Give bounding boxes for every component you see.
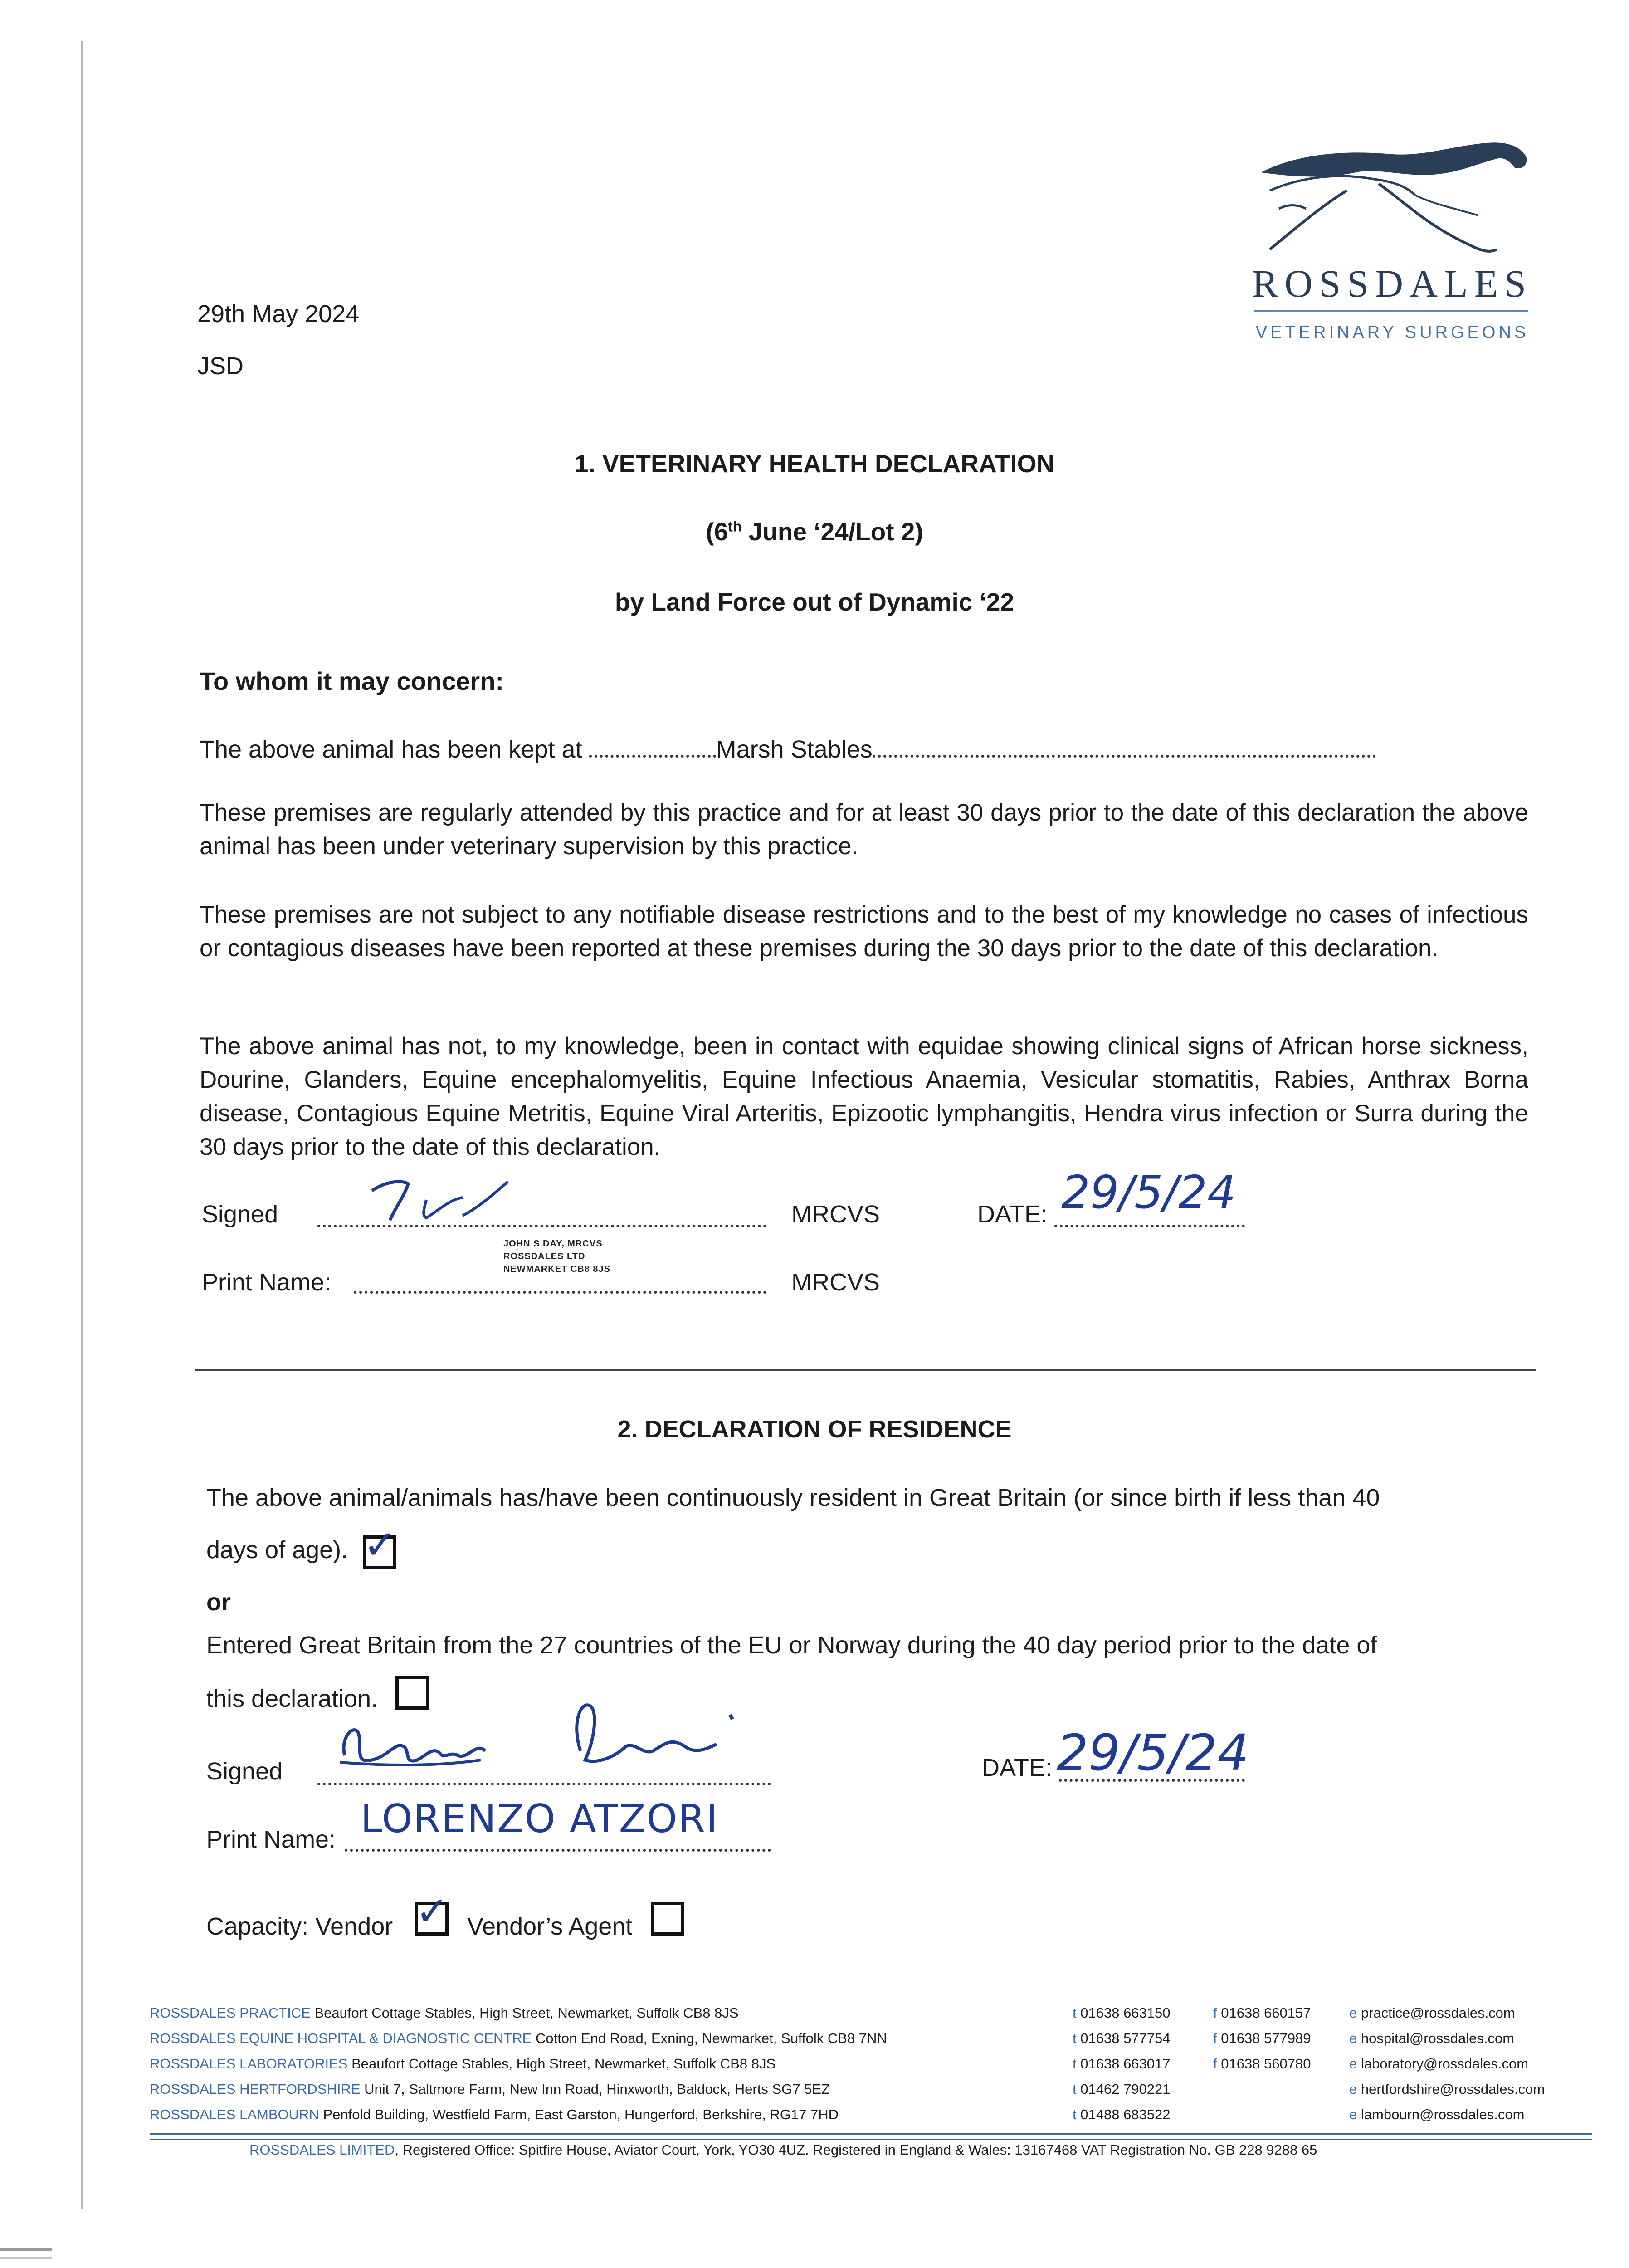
scan-edge-bottom-2 [0, 2257, 52, 2259]
sale-info-suffix: June ‘24/Lot 2) [741, 518, 923, 546]
footer-faxes [1213, 2000, 1311, 2077]
kept-at-value: Marsh Stables [716, 736, 873, 763]
footer-phones [1073, 2000, 1171, 2127]
sale-info-sup: th [728, 518, 742, 535]
capacity-vendor-checkbox[interactable]: ✓ [415, 1902, 449, 1936]
footer-row-hertfordshire [150, 2077, 887, 2102]
fax-prefix: f [1213, 2056, 1217, 2072]
kept-at-dots-right [873, 755, 1376, 758]
email-prefix: e [1349, 2056, 1357, 2072]
section1-mrcvs: MRCVS [791, 1201, 880, 1228]
footer-branch-address: Penfold Building, Westfield Farm, East Garston, Hungerford, Berkshire, RG17 7HD [323, 2107, 839, 2122]
footer-fax: 01638 660157 [1221, 2005, 1311, 2021]
email-prefix: e [1349, 2107, 1357, 2122]
footer-email[interactable]: hertfordshire@rossdales.com [1361, 2081, 1545, 2097]
footer-fax: 01638 577989 [1221, 2030, 1311, 2046]
footer-row-lambourn [150, 2102, 887, 2127]
footer-phone: 01638 577754 [1080, 2030, 1171, 2046]
footer-row-laboratories [150, 2051, 887, 2077]
footer-phone: 01638 663017 [1080, 2056, 1171, 2072]
scan-edge [81, 41, 83, 2209]
kept-at-line [200, 733, 1376, 766]
footer-branch-address: Beaufort Cottage Stables, High Street, Newmarket, Suffolk CB8 8JS [351, 2056, 776, 2072]
section1-signed-label: Signed [202, 1201, 278, 1228]
section2-date-value: 29/5/24 [1057, 1724, 1249, 1782]
footer-email[interactable]: lambourn@rossdales.com [1361, 2107, 1525, 2122]
footer-emails [1349, 2000, 1545, 2127]
footer-phone: 01462 790221 [1080, 2081, 1171, 2097]
section2-print-value: LORENZO ATZORI [361, 1796, 719, 1842]
fax-prefix: f [1213, 2005, 1217, 2021]
section1-sale-info [0, 517, 1629, 546]
restrictions-paragraph: These premises are not subject to any notifiable disease restrictions and to the best of my knowledge no cases of infectious or contagious diseases have been reported at these premises during the 30 days prior to the date of this declaration. [200, 901, 1528, 962]
salutation: To whom it may concern: [200, 667, 504, 695]
phone-prefix: t [1073, 2107, 1077, 2122]
footer-email[interactable]: laboratory@rossdales.com [1361, 2056, 1529, 2072]
galloping-horse-icon [1243, 136, 1533, 349]
footer-branch-name: ROSSDALES PRACTICE [150, 2005, 311, 2021]
email-prefix: e [1349, 2030, 1357, 2046]
logo-name: ROSSDALES [1252, 262, 1533, 305]
footer-branch-name: ROSSDALES LAMBOURN [150, 2107, 319, 2122]
footer-email[interactable]: practice@rossdales.com [1361, 2005, 1515, 2021]
footer-row-practice [150, 2000, 887, 2026]
section2-signed-label: Signed [206, 1758, 283, 1785]
capacity-agent-label: Vendor’s Agent [467, 1913, 633, 1940]
residence-option2-line1: Entered Great Britain from the 27 countries of the EU or Norway during the 40 day period prior to the date of [206, 1632, 1377, 1659]
stamp-line-2: ROSSDALES LTD [503, 1251, 585, 1261]
footer-rule [150, 2133, 1592, 2135]
residence-option2-line2: this declaration. [206, 1685, 378, 1712]
section2-title: 2. DECLARATION OF RESIDENCE [617, 1416, 1012, 1443]
capacity-vendor-label: Capacity: Vendor [206, 1913, 393, 1940]
phone-prefix: t [1073, 2056, 1077, 2072]
sale-info-prefix: (6 [706, 518, 728, 546]
residence-option1-checkbox[interactable]: ✓ [363, 1535, 396, 1569]
section1-title: 1. VETERINARY HEALTH DECLARATION [574, 450, 1055, 478]
section1-print-label: Print Name: [202, 1269, 332, 1296]
registration-line [249, 2142, 1317, 2158]
stamp-line-3: NEWMARKET CB8 8JS [503, 1264, 610, 1274]
vet-name-stamp [503, 1237, 610, 1276]
residence-option1-line1: The above animal/animals has/have been continuously resident in Great Britain (or since birth if less than 40 [206, 1484, 1380, 1511]
footer-branch-name: ROSSDALES HERTFORDSHIRE [150, 2081, 361, 2097]
footer-branch-name: ROSSDALES LABORATORIES [150, 2056, 348, 2072]
fax-prefix: f [1213, 2030, 1217, 2046]
logo-divider [1254, 310, 1528, 312]
supervision-paragraph: These premises are regularly attended by this practice and for at least 30 days prior to the date of this declaration the above animal has been under veterinary supervision by this practice. [200, 799, 1528, 860]
vendor-signature [327, 1687, 762, 1783]
footer-branch-address: Beaufort Cottage Stables, High Street, Newmarket, Suffolk CB8 8JS [314, 2005, 739, 2021]
footer-phone: 01638 663150 [1080, 2005, 1171, 2021]
scan-edge-bottom [0, 2248, 52, 2251]
section-divider [195, 1369, 1536, 1371]
footer-rule-thin [150, 2139, 1592, 2140]
registration-text: , Registered Office: Spitfire House, Aviator Court, York, YO30 4UZ. Registered in England & Wales: 13167468 VAT Registration No. GB 228 9288 65 [395, 2142, 1317, 2158]
section2-date-label: DATE: [982, 1754, 1053, 1781]
footer-phone: 01488 683522 [1080, 2107, 1171, 2122]
capacity-agent-checkbox[interactable] [651, 1902, 684, 1936]
disease-contact-paragraph: The above animal has not, to my knowledge, been in contact with equidae showing clinical signs of African horse sickness, Dourine, Glanders, Equine encephalomyelitis, Equine Infectious Anaemia, Vesicular stomatitis, Rabies, Anthrax Borna disease, Contagious Equine Metritis, Equine Viral Arteritis, Epizootic lymphangitis, Hendra virus infection or Surra during the 30 days prior to the date of this declaration. [200, 1033, 1528, 1160]
logo-subtitle: VETERINARY SURGEONS [1255, 323, 1529, 342]
or-separator: or [206, 1589, 231, 1616]
email-prefix: e [1349, 2005, 1357, 2021]
footer-fax: 01638 560780 [1221, 2056, 1311, 2072]
phone-prefix: t [1073, 2005, 1077, 2021]
letter-reference: JSD [197, 352, 244, 380]
footer-branch-address: Unit 7, Saltmore Farm, New Inn Road, Hinxworth, Baldock, Herts SG7 5EZ [364, 2081, 830, 2097]
section1-date-label: DATE: [977, 1201, 1048, 1228]
footer-row-hospital [150, 2026, 887, 2051]
footer-branches [150, 2000, 887, 2127]
letter-date: 29th May 2024 [197, 300, 360, 327]
section2-print-label: Print Name: [206, 1826, 336, 1853]
phone-prefix: t [1073, 2030, 1077, 2046]
kept-at-dots-left [589, 755, 716, 758]
kept-at-label: The above animal has been kept at [200, 736, 582, 763]
section1-print-mrcvs: MRCVS [791, 1269, 880, 1296]
vet-signature [358, 1173, 522, 1227]
stamp-line-1: JOHN S DAY, MRCVS [503, 1239, 603, 1249]
footer-branch-address: Cotton End Road, Exning, Newmarket, Suffolk CB8 7NN [535, 2030, 887, 2046]
phone-prefix: t [1073, 2081, 1077, 2097]
footer-email[interactable]: hospital@rossdales.com [1361, 2030, 1515, 2046]
residence-option1-line2: days of age). [206, 1536, 348, 1564]
registration-company: ROSSDALES LIMITED [249, 2142, 395, 2158]
footer-branch-name: ROSSDALES EQUINE HOSPITAL & DIAGNOSTIC CENTRE [150, 2030, 532, 2046]
email-prefix: e [1349, 2081, 1357, 2097]
section1-date-value: 29/5/24 [1061, 1166, 1236, 1219]
section1-horse: by Land Force out of Dynamic ‘22 [615, 588, 1014, 616]
